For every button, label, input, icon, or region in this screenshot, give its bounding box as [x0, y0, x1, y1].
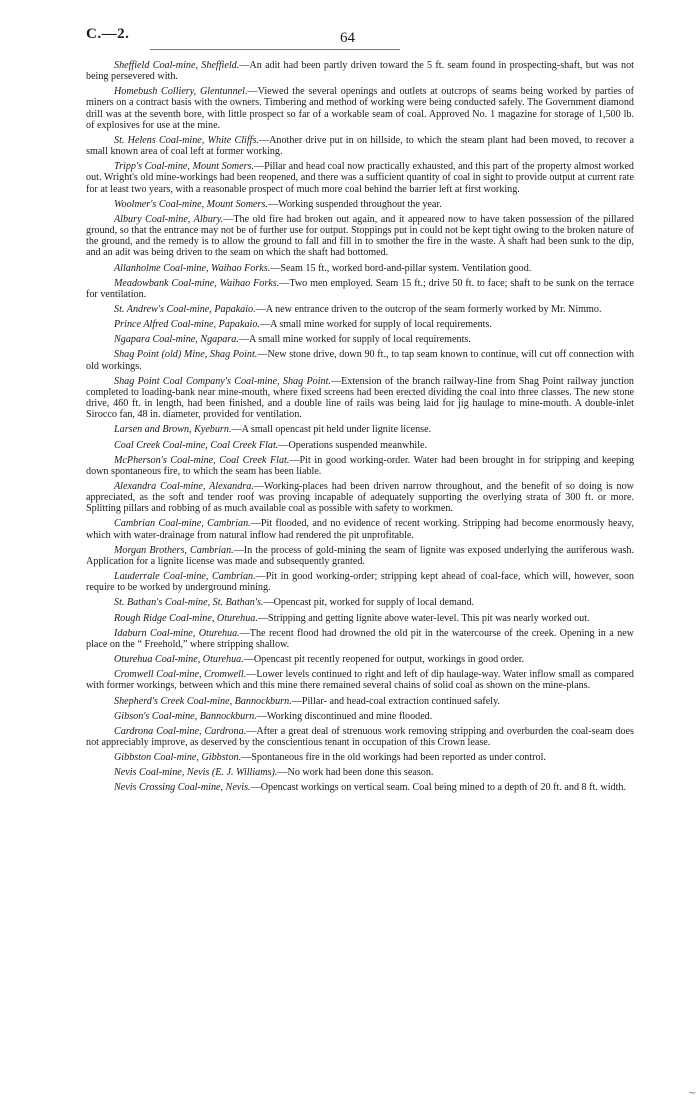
mine-entry-title: Prince Alfred Coal-mine, Papakaio. — [114, 319, 260, 331]
mine-entry-title: Homebush Colliery, Glentunnel. — [114, 86, 248, 98]
mine-entry — [86, 613, 634, 624]
mine-entry — [86, 424, 634, 435]
mine-entry — [86, 628, 634, 650]
mine-entry-text: —The recent flood had drowned the old pit in the watercourse of the creek. Opening in a new place on the “ Freehold,” where stripping shallow. — [86, 627, 634, 650]
mine-entry-text: —Viewed the several openings and outlets at outcrops of seams being worked by parties of miners on a contract basis with the owners. Timbering and method of working were being conducted safely. The Government diamond drill was at the seventh bore, with little prospect so far of a workable seam of coal. Approved No. 1 magazine for storage of 1,500 lb. of explosives for use at the mine. — [86, 86, 635, 131]
mine-entry — [86, 334, 634, 345]
mine-entry-title: Tripp's Coal-mine, Mount Somers. — [114, 161, 254, 173]
mine-entry-text: —Pillar- and head-coal extraction continued safely. — [291, 695, 501, 707]
mine-entry — [86, 319, 634, 330]
mine-entry-title: St. Helens Coal-mine, White Cliffs. — [114, 134, 259, 146]
mine-report-entries — [86, 60, 634, 798]
mine-entry-title: Alexandra Coal-mine, Alexandra. — [114, 481, 254, 492]
mine-entry-title: Gibson's Coal-mine, Bannockburn. — [114, 710, 257, 722]
mine-entry — [86, 481, 634, 514]
mine-entry-text: —No work had been done this season. — [277, 767, 434, 779]
mine-entry-text: —An adit had been partly driven toward the 5 ft. seam found in prospecting-shaft, but was not being persevered with. — [86, 60, 634, 83]
header-rule — [150, 49, 400, 50]
mine-entry — [86, 135, 634, 157]
mine-entry-text: —After a great deal of strenuous work removing stripping and overburden the coal-seam does not appreciably improve, as deserved by the conscientious tenant in occupation of this Crown lease. — [86, 725, 634, 748]
mine-entry-title: Morgan Brothers, Cambrian. — [114, 544, 234, 556]
mine-entry-text: —The old fire had broken out again, and it appeared now to have taken possession of the pillared ground, so that the entrance may not be of further use for output. Stoppings put in could not be kept tight owing to the broken nature of the ground, and the remedy is to allow the ground to fall and fill in to smother the fire in the waste. A shaft had been sunk to the dip, and an adit was being driven to the seam on which the shaft had bottomed. — [86, 213, 634, 259]
mine-entry-text: —Working suspended throughout the year. — [267, 198, 442, 210]
mine-entry-title: Larsen and Brown, Kyeburn. — [114, 424, 232, 436]
mine-entry-title: St. Bathan's Coal-mine, St. Bathan's. — [114, 597, 264, 609]
mine-entry-text: —Stripping and getting lignite above water-level. This pit was nearly worked out. — [257, 612, 590, 624]
mine-entry-text: —A small mine worked for supply of local requirements. — [238, 334, 471, 346]
mine-entry — [86, 199, 634, 210]
mine-entry — [86, 376, 634, 421]
mine-entry-text: —Pit in good working-order; stripping kept ahead of coal-face, which will, however, soon require to be worked by underground mining. — [86, 571, 634, 594]
mine-entry-text: —Opencast workings on vertical seam. Coal being mined to a depth of 20 ft. and 8 ft. width. — [250, 782, 626, 794]
mine-entry — [86, 669, 634, 691]
mine-entry-title: Cardrona Coal-mine, Cardrona. — [114, 725, 247, 737]
mine-entry — [86, 440, 634, 451]
mine-entry — [86, 711, 634, 722]
mine-entry-text: —Opencast pit recently reopened for output, workings in good order. — [243, 654, 525, 666]
mine-entry-title: Sheffield Coal-mine, Sheffield. — [114, 60, 240, 71]
mine-entry-title: Idaburn Coal-mine, Oturehua. — [114, 627, 240, 639]
mine-entry-text: —In the process of gold-mining the seam of lignite was exposed underlying the auriferous wash. Application for a lignite license was made and subsequently granted. — [86, 544, 635, 567]
mine-entry-title: Coal Creek Coal-mine, Coal Creek Flat. — [114, 439, 279, 451]
mine-entry-title: Meadowbank Coal-mine, Waihao Forks. — [114, 277, 280, 289]
mine-entry-text: —Pit in good working-order. Water had been brought in for stripping and keeping down spontaneous fire, to which the seam has been liable. — [86, 454, 635, 477]
mine-entry-title: St. Andrew's Coal-mine, Papakaio. — [114, 303, 256, 315]
mine-entry-title: Shag Point Coal Company's Coal-mine, Shag Point. — [114, 375, 331, 387]
mine-entry-text: —Seam 15 ft., worked bord-and-pillar system. Ventilation good. — [270, 262, 532, 274]
mine-entry — [86, 60, 634, 82]
mine-entry — [86, 349, 634, 371]
mine-entry-title: McPherson's Coal-mine, Coal Creek Flat. — [114, 454, 290, 466]
mine-entry-title: Shag Point (old) Mine, Shag Point. — [114, 349, 258, 361]
mine-entry — [86, 214, 634, 259]
mine-entry-title: Cromwell Coal-mine, Cromwell. — [114, 669, 247, 681]
mine-entry — [86, 161, 634, 194]
mine-entry — [86, 597, 634, 608]
mine-entry-text: —A new entrance driven to the outcrop of the seam formerly worked by Mr. Nimmo. — [255, 303, 602, 315]
mine-entry-title: Albury Coal-mine, Albury. — [114, 213, 224, 225]
mine-entry — [86, 455, 634, 477]
document-reference: C.—2. — [86, 26, 130, 42]
mine-entry-text: —Opencast pit, worked for supply of local demand. — [263, 597, 475, 609]
mine-entry-text: —Another drive put in on hillside, to which the steam plant had been moved, to recover a small known area of coal left at former working. — [86, 134, 634, 158]
mine-entry-text: —A small mine worked for supply of local requirements. — [259, 319, 492, 331]
mine-entry-title: Woolmer's Coal-mine, Mount Somers. — [114, 198, 268, 210]
mine-entry-text: —Operations suspended meanwhile. — [278, 439, 428, 451]
mine-entry — [86, 654, 634, 665]
mine-entry — [86, 263, 634, 274]
mine-entry-title: Nevis Coal-mine, Nevis (E. J. Williams). — [114, 767, 278, 779]
mine-entry — [86, 545, 634, 567]
mine-entry — [86, 278, 634, 300]
mine-entry-title: Nevis Crossing Coal-mine, Nevis. — [114, 782, 251, 794]
mine-entry — [86, 518, 634, 540]
mine-entry-text: —Lower levels continued to right and left of dip haulage-way. Water inflow small as compared with former workings, between which and this mine there remained several chains of solid coal as shown on the mine-plans. — [86, 669, 634, 692]
mine-entry-text: —Spontaneous fire in the old workings had been reported as under control. — [241, 752, 546, 764]
mine-entry-title: Shepherd's Creek Coal-mine, Bannockburn. — [114, 695, 292, 707]
mine-entry — [86, 782, 634, 793]
mine-entry-text: —A small opencast pit held under lignite license. — [231, 424, 432, 436]
mine-entry — [86, 304, 634, 315]
mine-entry-title: Oturehua Coal-mine, Oturehua. — [114, 654, 244, 666]
mine-entry-title: Gibbston Coal-mine, Gibbston. — [114, 752, 242, 764]
mine-entry-title: Allanholme Coal-mine, Waihao Forks. — [114, 262, 271, 274]
mine-entry — [86, 696, 634, 707]
mine-entry-text: —Two men employed. Seam 15 ft.; drive 50 ft. to face; shaft to be sunk on the terrace for ventilation. — [86, 277, 634, 300]
mine-entry-text: —New stone drive, down 90 ft., to tap seam known to continue, will cut off connection with old workings. — [86, 349, 635, 372]
mine-entry-title: Ngapara Coal-mine, Ngapara. — [114, 334, 239, 346]
mine-entry-text: —Pillar and head coal now practically exhausted, and this part of the property almost worked out. Wright's old mine-workings had been reopened, and there was a sufficient quantity of coal in sight to provide output at current rate for at least two years, with a reasonable prospect of much more coal behind the barrier left at first working. — [86, 161, 634, 195]
mine-entry — [86, 752, 634, 763]
mine-entry-text: —Working-places had been driven narrow throughout, and the benefit of so doing is now appreciated, as the soft and tender roof was proving incapable of adequately supporting the overlying strata of 300 ft. or more. Splitting pillars and robbing of as much available coal as possible with safety to workmen. — [86, 481, 634, 515]
mine-entry — [86, 767, 634, 778]
mine-entry-title: Cambrian Coal-mine, Cambrian. — [114, 518, 251, 530]
mine-entry-title: Lauderrale Coal-mine, Cambrian. — [114, 571, 256, 583]
mine-entry — [86, 571, 634, 593]
mine-entry — [86, 726, 634, 748]
margin-mark: ∼ — [688, 1088, 697, 1099]
mine-entry-text: —Extension of the branch railway-line from Shag Point railway junction completed to loading-bank near mine-mouth, where fixed screens had been erected dividing the coal into three classes. The new stone drive, 460 ft. in length, had been finished, and a double line of rails was being laid for jig haulage to mine-mouth. A double-inlet Sirocco fan, 48 in. diameter, provided for ventilation. — [86, 375, 634, 421]
mine-entry — [86, 86, 634, 131]
mine-entry-text: —Pit flooded, and no evidence of recent working. Stripping had become enormously heavy, which with water-drainage from natural inflow had rendered the pit unprofitable. — [86, 518, 634, 541]
mine-entry-title: Rough Ridge Coal-mine, Oturehua. — [114, 612, 258, 624]
page-number: 64 — [340, 30, 355, 46]
mine-entry-text: —Working discontinued and mine flooded. — [256, 710, 433, 722]
